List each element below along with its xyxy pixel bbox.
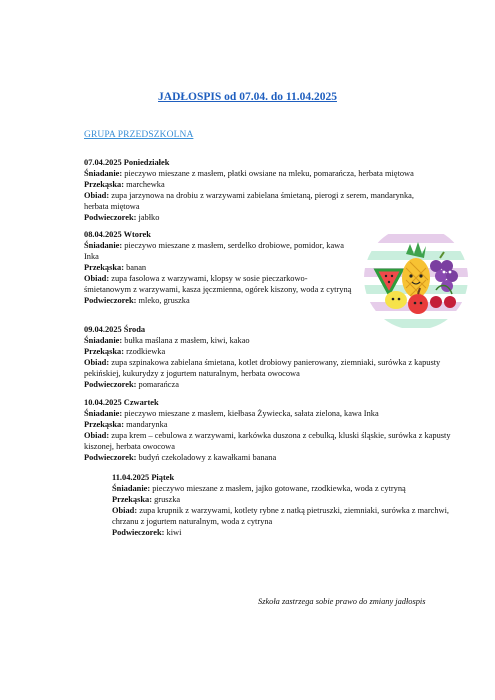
breakfast-row [84, 408, 454, 419]
lunch-text: zupa krem – cebulowa z warzywami, karkówka duszona z cebulką, kluski śląskie, surówka z kapusty kiszonej, herbata owocowa [84, 431, 451, 451]
breakfast-row [84, 335, 449, 346]
lunch-row [84, 357, 449, 379]
breakfast-text: pieczywo mieszane z masłem, płatki owsiane na mleku, pomarańcza, herbata miętowa [124, 169, 414, 178]
snack-text: rzodkiewka [126, 347, 166, 356]
breakfast-row [84, 168, 414, 179]
lemon-icon [385, 291, 407, 309]
breakfast-text: bułka maślana z masłem, kiwi, kakao [124, 336, 250, 345]
lunch-row [112, 505, 452, 527]
tea-label: Podwieczorek: [84, 453, 137, 462]
tea-row [112, 527, 452, 538]
day-block-friday [112, 472, 452, 538]
lunch-text: zupa jarzynowa na drobiu z warzywami zabielana śmietaną, pierogi z serem, mandarynka, herbata miętowa [84, 191, 414, 211]
lunch-row [84, 273, 354, 295]
snack-row [84, 262, 354, 273]
breakfast-text: pieczywo mieszane z masłem, serdelko drobiowe, pomidor, kawa Inka [84, 241, 344, 261]
tea-label: Podwieczorek: [112, 528, 165, 537]
tea-text: kiwi [166, 528, 182, 537]
tea-label: Podwieczorek: [84, 380, 137, 389]
breakfast-label: Śniadanie: [84, 241, 123, 250]
breakfast-label: Śniadanie: [112, 484, 151, 493]
lunch-label: Obiad: [84, 358, 110, 367]
snack-label: Przekąska: [84, 180, 125, 189]
day-block-wednesday [84, 324, 449, 390]
snack-row [112, 494, 452, 505]
tea-row [84, 295, 354, 306]
snack-label: Przekąska: [112, 495, 153, 504]
day-header: 09.04.2025 Środa [84, 325, 146, 334]
snack-row [84, 346, 449, 357]
tea-text: mleko, gruszka [138, 296, 190, 305]
day-block-monday [84, 157, 414, 223]
snack-text: mandarynka [126, 420, 168, 429]
day-header: 08.04.2025 Wtorek [84, 230, 151, 239]
day-block-thursday [84, 397, 454, 463]
snack-text: banan [126, 263, 147, 272]
lunch-text: zupa fasolowa z warzywami, klopsy w sosie pieczarkowo-śmietanowym z warzywami, kasza jęczmienna, ogórek kiszony, woda z cytryną [84, 274, 352, 294]
tea-row [84, 379, 449, 390]
lunch-text: zupa szpinakowa zabielana śmietana, kotlet drobiowy panierowany, ziemniaki, surówka z kapusty pekińskiej, kukurydzy z jogurtem naturalnym, herbata owocowa [84, 358, 441, 378]
tea-row [84, 452, 454, 463]
snack-label: Przekąska: [84, 347, 125, 356]
snack-row [84, 419, 454, 430]
day-header: 10.04.2025 Czwartek [84, 398, 159, 407]
lunch-label: Obiad: [84, 431, 110, 440]
snack-label: Przekąska: [84, 263, 125, 272]
lunch-row [84, 190, 414, 212]
breakfast-text: pieczywo mieszane z masłem, jajko gotowane, rzodkiewka, woda z cytryną [152, 484, 406, 493]
breakfast-row [84, 240, 354, 262]
tea-text: pomarańcza [138, 380, 179, 389]
lunch-label: Obiad: [84, 191, 110, 200]
breakfast-label: Śniadanie: [84, 169, 123, 178]
tea-text: jabłko [138, 213, 160, 222]
snack-label: Przekąska: [84, 420, 125, 429]
tea-row [84, 212, 414, 223]
page-title: JADŁOSPIS od 07.04. do 11.04.2025 [158, 91, 337, 103]
snack-text: gruszka [154, 495, 181, 504]
tea-label: Podwieczorek: [84, 213, 137, 222]
day-header: 11.04.2025 Piątek [112, 473, 175, 482]
breakfast-row [112, 483, 452, 494]
breakfast-label: Śniadanie: [84, 409, 123, 418]
breakfast-text: pieczywo mieszane z masłem, kiełbasa Żywiecka, sałata zielona, kawa Inka [124, 409, 379, 418]
tea-text: budyń czekoladowy z kawałkami banana [138, 453, 277, 462]
snack-text: marchewka [126, 180, 165, 189]
snack-row [84, 179, 414, 190]
fruit-illustration [362, 224, 470, 332]
tea-label: Podwieczorek: [84, 296, 137, 305]
footer-note: Szkoła zastrzega sobie prawo do zmiany jadłospis [258, 597, 426, 606]
lunch-row [84, 430, 454, 452]
lunch-label: Obiad: [84, 274, 110, 283]
day-block-tuesday [84, 229, 354, 306]
breakfast-label: Śniadanie: [84, 336, 123, 345]
lunch-label: Obiad: [112, 506, 138, 515]
lunch-text: zupa krupnik z warzywami, kotlety rybne z natką pietruszki, ziemniaki, surówka z marchwi, chrzanu z jogurtem naturalnym, woda z cytryna [112, 506, 450, 526]
group-heading: GRUPA PRZEDSZKOLNA [84, 130, 194, 140]
day-header: 07.04.2025 Poniedziałek [84, 158, 170, 167]
